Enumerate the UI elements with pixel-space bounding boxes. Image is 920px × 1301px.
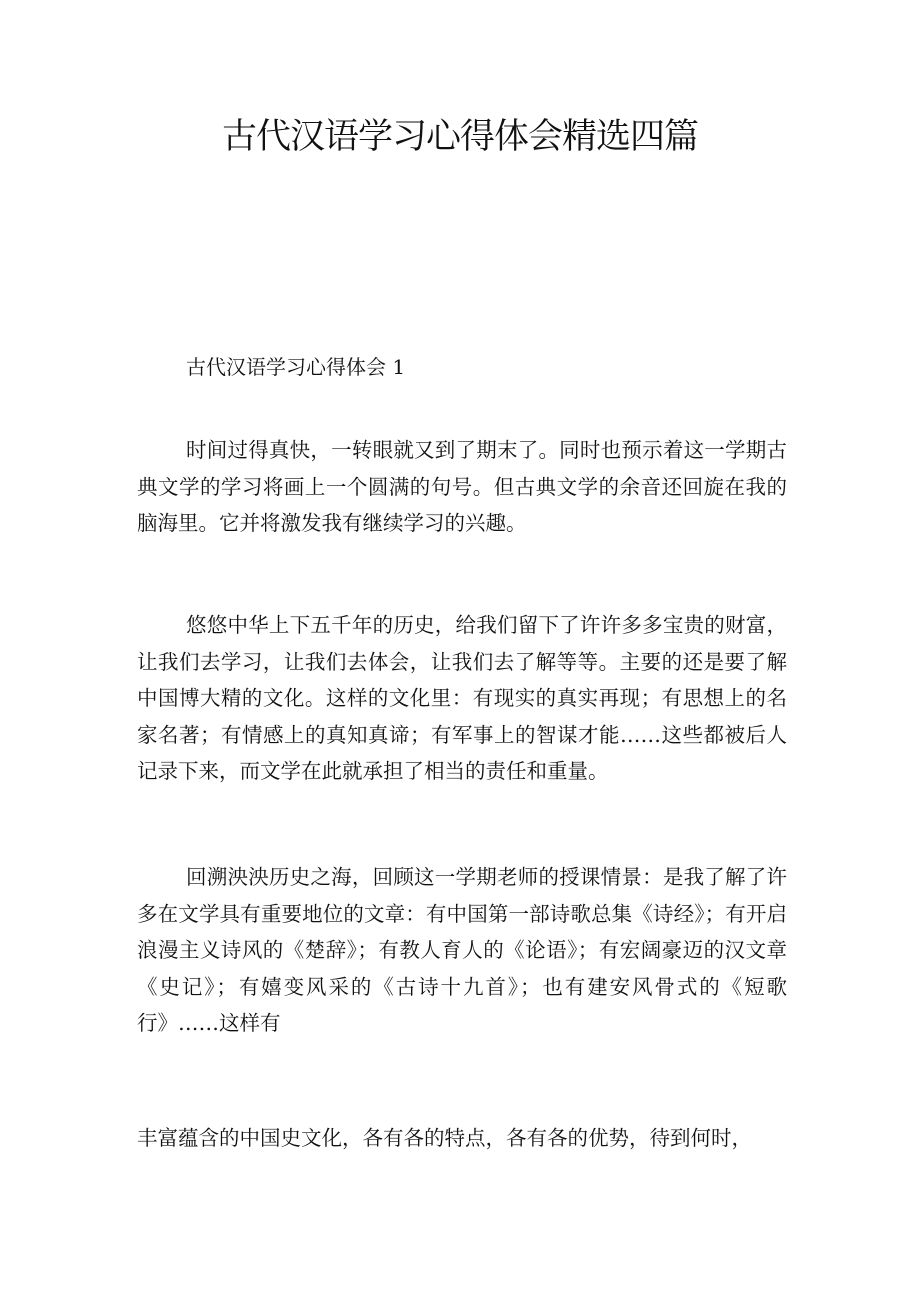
paragraph-2: 悠悠中华上下五千年的历史，给我们留下了许许多多宝贵的财富，让我们去学习，让我们去体会，让我们去了解等等。主要的还是要了解中国博大精的文化。这样的文化里：有现实的真实再现；有思想上的名家名著；有情感上的真知真谛；有军事上的智谋才能……这些都被后人记录下来，而文学在此就承担了相当的责任和重量。 [137,613,787,783]
paragraph-3: 回溯泱泱历史之海，回顾这一学期老师的授课情景：是我了解了许多在文学具有重要地位的文章：有中国第一部诗歌总集《诗经》；有开启浪漫主义诗风的《楚辞》；有教人育人的《论语》；有宏阔豪迈的汉文章《史记》；有嬉变风采的《古诗十九首》；也有建安风骨式的《短歌行》……这样有 [137,865,787,1035]
document-title: 古代汉语学习心得体会精选四篇 [221,117,698,157]
paragraph-1: 时间过得真快，一转眼就又到了期末了。同时也预示着这一学期古典文学的学习将画上一个圆满的句号。但古典文学的余音还回旋在我的脑海里。它并将激发我有继续学习的兴趣。 [137,438,787,535]
section-heading: 古代汉语学习心得体会 1 [186,355,406,379]
paragraph-4: 丰富蕴含的中国史文化，各有各的特点，各有各的优势，待到何时， [137,1126,752,1150]
